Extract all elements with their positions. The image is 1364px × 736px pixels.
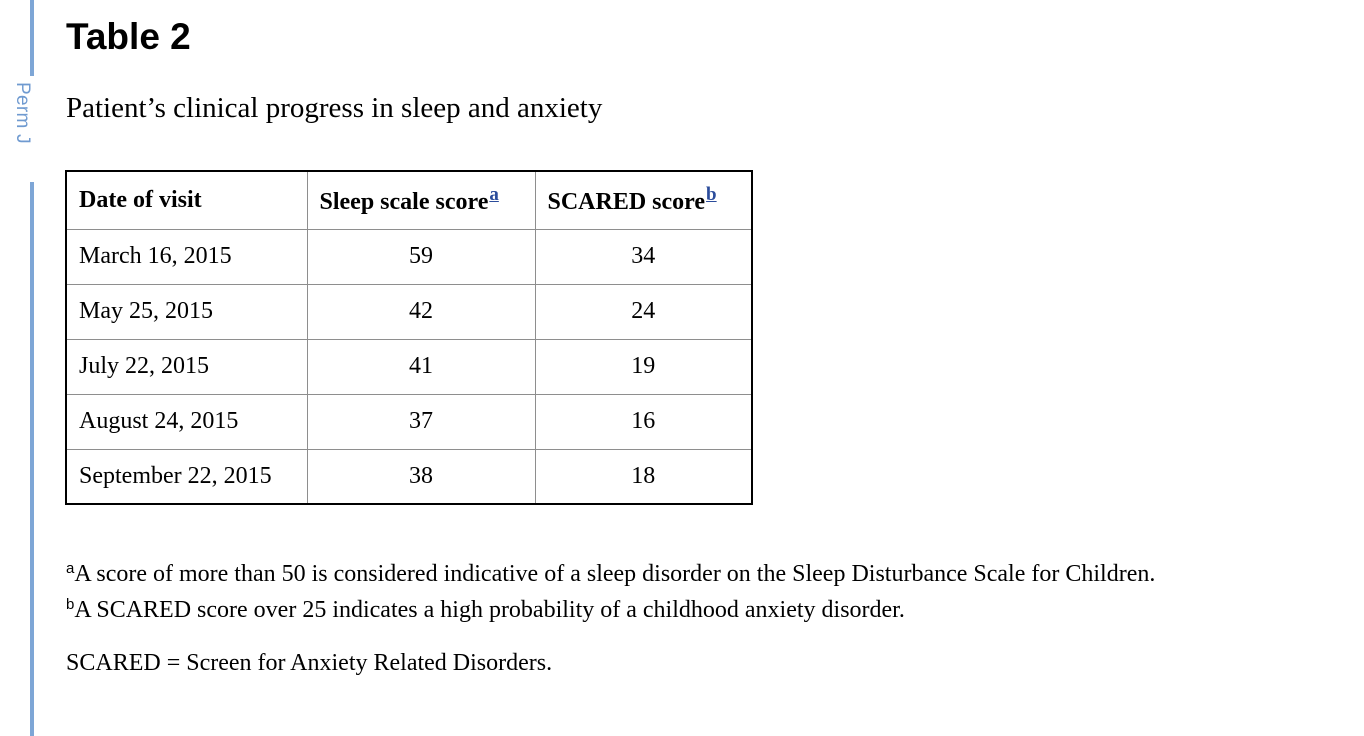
footnote-b [66,592,1155,628]
cell-date: September 22, 2015 [66,449,307,504]
cell-scared-score: 16 [535,394,752,449]
cell-date: March 16, 2015 [66,229,307,284]
footnote-text: A SCARED score over 25 indicates a high probability of a childhood anxiety disorder. [74,597,905,623]
abbreviation-note: SCARED = Screen for Anxiety Related Disorders. [66,650,553,676]
cell-sleep-score: 42 [307,284,535,339]
table-caption: Patient’s clinical progress in sleep and anxiety [66,92,603,124]
table-row [66,284,752,339]
cell-sleep-score: 38 [307,449,535,504]
cell-date: May 25, 2015 [66,284,307,339]
journal-side-label[interactable]: Perm J [12,82,33,144]
footnote-text: A score of more than 50 is considered indicative of a sleep disorder on the Sleep Disturbance Scale for Children. [74,561,1156,587]
footnote-marker: a [66,560,75,577]
table-row [66,229,752,284]
column-header-scared [535,171,752,229]
data-table [65,170,753,505]
cell-scared-score: 24 [535,284,752,339]
cell-sleep-score: 37 [307,394,535,449]
column-header-label: SCARED score [547,189,706,216]
footnote-link-a[interactable]: a [489,184,499,206]
cell-date: July 22, 2015 [66,339,307,394]
column-header-sleep [307,171,535,229]
cell-scared-score: 34 [535,229,752,284]
column-header-label: Sleep scale score [319,189,489,216]
footnote-link-b[interactable]: b [706,184,717,206]
column-header-date [66,171,307,229]
footnote-a [66,556,1155,592]
footnote-marker: b [66,596,75,613]
table-row [66,394,752,449]
table-row [66,339,752,394]
table-row [66,449,752,504]
cell-sleep-score: 59 [307,229,535,284]
table-title: Table 2 [66,16,191,57]
column-header-label: Date of visit [79,186,202,213]
cell-scared-score: 19 [535,339,752,394]
table-header-row [66,171,752,229]
cell-date: August 24, 2015 [66,394,307,449]
table-footnotes [66,556,1155,628]
cell-scared-score: 18 [535,449,752,504]
cell-sleep-score: 41 [307,339,535,394]
